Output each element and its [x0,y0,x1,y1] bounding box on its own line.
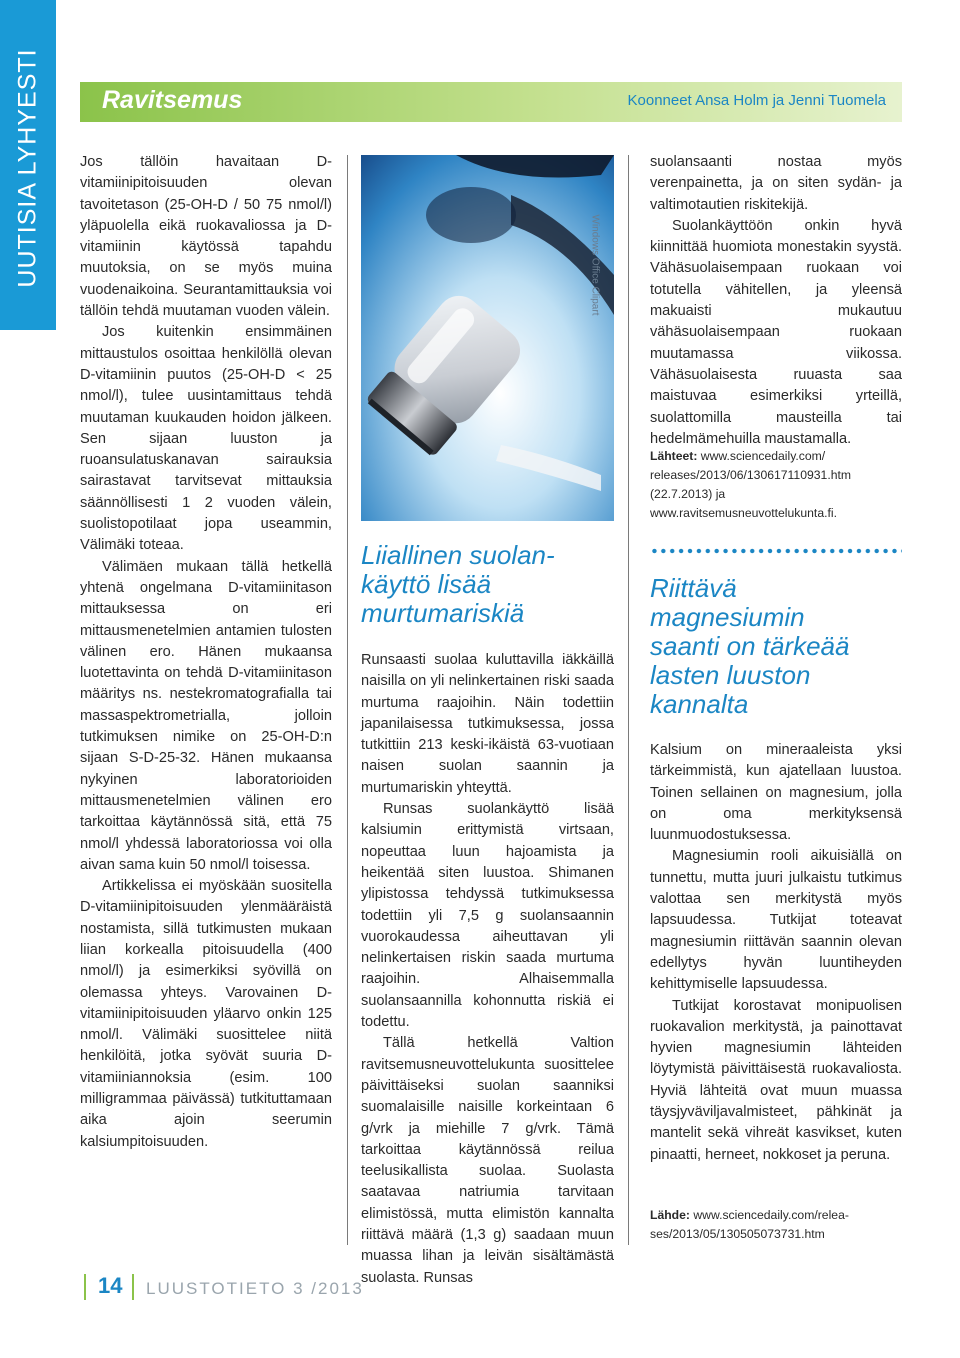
heading-line: murtumariskiä [361,598,525,628]
heading-line: käyttö lisää [361,569,492,599]
article-column-salt-cont [650,152,902,450]
salt-shaker-illustration [361,155,614,521]
section-authors: Koonneet Ansa Holm ja Jenni Tuomela [627,92,886,109]
paragraph: Runsas suolankäyttö lisää kalsiumin erittymistä virtsaan, nopeuttaa luun hajoamista ja heikentää siten luustoa. Shimanen ylipistossa tehdyssä tutkimuksessa todettiin yli 7,5 g suolansaannin vuorokaudessa aiheuttavan yli nelinkertaisen riskin saada murtuma raajoihin. Alhaisemmalla suolansaannilla kohonnutta riskiä ei todettu. [361,801,614,1031]
paragraph: Jos tällöin havaitaan D-vitamiinipitoisuuden olevan tavoitetason (25-OH-D / 50 75 nmol/l) yläpuolella eikä ruokavaliossa ja D-vitamiinin käytössä tapahdu muutoksia, on se myös muina vuodenaikoina. Seurantamittauksia voi tällöin tehdä muutaman vuoden välein. [80,154,332,320]
column-divider-1 [347,155,348,1245]
heading-line: saanti on tärkeää [650,631,850,661]
heading-line: Liiallinen suolan- [361,540,555,570]
publication-name: LUUSTOTIETO 3 /2013 [146,1279,364,1298]
heading-line: lasten luuston [650,660,811,690]
salt-shaker-photo [361,155,614,521]
source-line: (22.7.2013) ja [650,487,726,501]
heading-line: Riittävä [650,573,737,603]
sidebar-label: UUTISIA LYHYESTI [13,48,42,288]
source-line: ses/2013/05/130505073731.htm [650,1227,825,1241]
paragraph: Välimäen mukaan tällä hetkellä yhtenä ongelmana D-vitamiinitason mittauksessa on eri mittausmenetelmien antamien tulosten välinen ero. Hänen mukaansa luotettavinta on tehdä D-vitamiinitason määritys ns. nestekromatografialla tai massaspektrometrialla, jolloin tutkimuksen nimike on 25-OH-D:n sijaan S-D-25-32. Hänen mukaansa nykyinen laboratorioiden mittausmenetelmien välinen ero tarkoittaa käytännössä sitä, että 75 nmol/l yhdessä laboratoriossa voi olla aivan sama kuin 50 nmol/l toisessa. [80,558,332,873]
source-line: www.sciencedaily.com/ [700,449,826,463]
heading-line: kannalta [650,689,749,719]
footer-bar-left [84,1274,86,1300]
source-label: Lähteet: [650,449,698,463]
photo-credit: Windows Office Clipart [589,214,601,316]
article-column-magnesium [650,740,902,1166]
paragraph: Suolankäyttöön onkin hyvä kiinnittää huomiota monestakin syystä. Vähäsuolaisempaan ruokaan voi totutella vähitellen, ja yleensä makuaisti mukautuu vähäsuolaisempaan ruokaan muutamassa viikossa. Vähäsuolaisesta ruuasta saa maistuvaa esimerkiksi yrteillä, suolattomilla mausteilla tai hedelmämehuilla maustamalla. [650,217,902,447]
paragraph: Artikkelissa ei myöskään suositella D-vitamiinipitoisuuden ylenmääräistä nostamista, sillä tutkimusten mukaan liian korkealla pitoisuudella (400 nmol/l) ja esimerkiksi syövillä on olemassa yhteys. Varovainen D-vitamiinipitoisuuden yläarvo onkin 125 nmol/l. Välimäki suosittelee niitä henkilöitä, jotka syövät suuria D-vitamiiniannoksia (esim. 100 milligrammaa päivässä) tutkituttamaan aika ajoin seerumin kalsiumpitoisuuden. [80,878,332,1150]
section-title: Ravitsemus [102,86,243,114]
paragraph: suolansaanti nostaa myös verenpainetta, ja on siten sydän- ja valtimotautien riskitekijä. [650,154,902,213]
paragraph: Magnesiumin rooli aikuisiällä on tunnettu, mutta juuri julkaistu tutkimus valottaa sen merkitystä myös lapsuudessa. Tutkijat toteavat magnesiumin riittävän saannin olevan edellytys hyvän luuntiheyden kehittymiselle lapsuudessa. [650,848,902,993]
photo-credit-wrap [585,165,605,365]
paragraph: Jos kuitenkin ensimmäinen mittaustulos osoittaa henkilöllä olevan D-vitamiinin puutos (25-OH-D < 25 nmol/l), tulee uusintamittaus tehdä muutaman kuukauden hoidon jälkeen. Sen sijaan luuston ja ruoansulatuskanavan sairauksia sairastavat tarvitsevat mittauksia säännöllisesti 1 2 vuoden välein, suolistopotilaat jopa useammin, Välimäki toteaa. [80,324,332,554]
paragraph: Runsaasti suolaa kuluttavilla iäkkäillä naisilla on yli nelinkertainen riski saada murtuma raajoihin. Näin todettiin japanilaisessa tutkimuksessa, jossa tutkittiin 213 keski-ikäistä 63-vuotiaan naisen suolan saannin ja murtumariskin yhteyttä. [361,652,614,796]
section-header [80,82,902,122]
magnesium-sources [650,1206,902,1244]
paragraph: Tutkijat korostavat monipuolisen ruokavalion merkitystä, ja painottavat hyvien magnesiumin lähteiden löytymistä päivittäisestä ruokavaliosta. Hyviä lähteitä ovat muun muassa täysjyväviljavalmisteet, pähkinät ja mantelit sekä vihreät kasvikset, kuten pinaatti, herneet, nokkoset ja peruna. [650,997,902,1163]
sidebar-label-wrap [0,0,56,330]
paragraph: Tällä hetkellä Valtion ravitsemusneuvottelukunta suosittelee päivittäiseksi suolan saanniksi suomalaisille naisille korkeintaan 6 g/vrk ja miehille 7 g/vrk. Tämä tarkoittaa käytännössä reilua teelusikallista suolaa. Suolasta saatavaa natriumia tarvitaan elimistössä, mutta elimistön kannalta riittävä määrä (1,3 g) saadaan muun muassa lihan ja leivän sisältämästä suolasta. Runsas [361,1035,614,1286]
column-divider-2 [628,155,629,1245]
salt-article-heading [361,541,614,628]
magnesium-article-heading [650,574,902,719]
paragraph: Kalsium on mineraaleista yksi tärkeimmistä, kun ajatellaan luustoa. Toinen sellainen on magnesium, jolla on oma merkityksensä luunmuodostuksessa. [650,742,902,844]
article-column-salt [361,650,614,1289]
dotted-divider [650,548,902,554]
source-line: releases/2013/06/130617110931.htm [650,468,852,482]
source-label: Lähde: [650,1208,690,1222]
source-line: www.ravitsemusneuvottelukunta.fi. [650,506,837,520]
article-column-vitamin-d [80,152,332,1153]
heading-line: magnesiumin [650,602,805,632]
page-number: 14 [98,1273,123,1298]
footer-bar-right [132,1274,134,1300]
salt-sources [650,447,902,523]
source-line: www.sciencedaily.com/relea- [693,1208,849,1222]
